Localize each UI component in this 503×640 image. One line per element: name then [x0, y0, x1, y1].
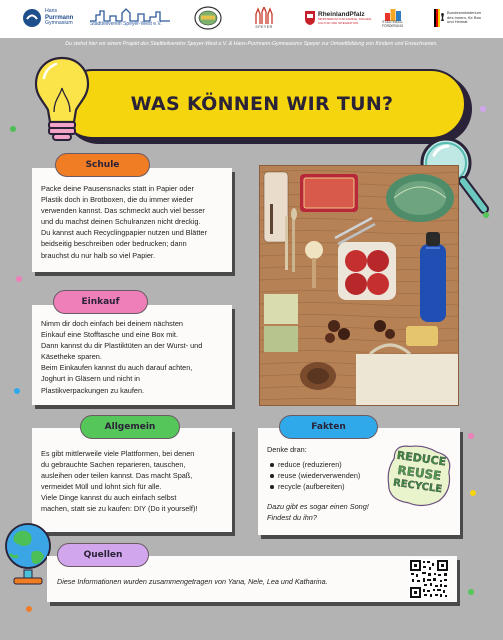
eagle-icon — [434, 9, 444, 27]
quellen-text: Diese Informationen wurden zusammengetragen von Yana, Nele, Lea und Katharina. — [57, 577, 328, 587]
decor-dot — [480, 106, 486, 112]
decor-dot — [483, 212, 489, 218]
allgemein-card — [32, 428, 232, 532]
fakten-song-hint: Dazu gibt es sogar einen Song! Findest du ihn? — [267, 502, 369, 522]
schule-text: Packe deine Pausensnacks statt in Papier oder Plastik doch in Brotboxen, die du immer wieder verwenden kannst. Das schmeckt auch viel besser und du machst deinen Schulranzen nicht dreckig. Du kannst auch Recyclingpapier nutzen und Blätter beidseitig beschreiben oder bedrucken; dann brauchst du nur halb so viel Papier. — [41, 184, 207, 260]
hpg-logo-icon — [22, 8, 42, 28]
rlp-crest-icon — [305, 11, 315, 25]
badge-reuse: REUSE — [396, 463, 443, 484]
lightbulb-icon — [30, 52, 94, 152]
decor-dot — [16, 276, 22, 282]
logo-speyer: SPEYER — [253, 4, 275, 32]
decor-dot — [14, 388, 20, 394]
logo-bundesministerium: Bundesministerium des Innern, für Bau und Heimat — [434, 4, 481, 32]
fakten-item: reduce (reduzieren) — [267, 459, 451, 470]
reduce-reuse-recycle-badge — [380, 437, 459, 514]
logo-rheinland-pfalz: RheinlandPfalz MINISTERIUM FÜR FAMILIE, FRAUEN, KULTUR UND INTEGRATION — [305, 4, 372, 32]
allgemein-heading-label: Allgemein — [104, 422, 156, 432]
quellen-heading-label: Quellen — [83, 550, 123, 560]
einkauf-heading — [53, 290, 148, 314]
seal-icon — [193, 5, 223, 31]
speyer-towers-icon — [253, 7, 275, 25]
decor-dot — [26, 606, 32, 612]
einkauf-card — [32, 305, 232, 405]
schule-card — [32, 168, 232, 272]
decor-dot — [468, 433, 474, 439]
fakten-heading-label: Fakten — [311, 422, 346, 432]
zero-waste-photo — [259, 165, 459, 406]
fakten-heading — [279, 415, 378, 439]
logo-stadtteilverein: Stadtteilverein Speyer-West e.V. — [90, 4, 170, 32]
project-subtitle: Du stehst hier vor einem Projekt des Stadtteilvereins Speyer-West e.V. & Hans-Purrmann-Gymnasiums Speyer zur Umweltbildung von Kindern und Erwachsenen. — [65, 41, 438, 47]
badge-reduce: REDUCE — [395, 448, 447, 469]
decor-dot — [468, 589, 474, 595]
einkauf-heading-label: Einkauf — [81, 297, 120, 307]
page-title: WAS KÖNNEN WIR TUN? — [130, 93, 394, 115]
fakten-item: recycle (aufbereiten) — [267, 481, 451, 492]
logo-speyer-seal — [193, 4, 223, 32]
qr-code-image — [409, 559, 449, 599]
schule-heading — [55, 153, 150, 177]
fakten-card — [258, 428, 460, 535]
fakten-item: reuse (wiederverwenden) — [267, 470, 451, 481]
allgemein-text: Es gibt mittlerweile viele Plattformen, bei denen du gebrauchte Sachen reparieren, tauschen, ausleihen oder teilen kannst. Das macht Spaß, vermeidet Müll und lohnt sich für alle. Viele Dinge kannst du auch einfach selbst machen, statt sie zu kaufen: DIY (Do it yourself)! — [41, 449, 198, 514]
logo-hans-purrmann: Hans Purrmann Gymnasium — [22, 4, 73, 32]
qr-code — [409, 559, 449, 599]
quellen-heading — [57, 543, 149, 567]
decor-dot — [10, 126, 16, 132]
decor-dot — [470, 490, 476, 496]
title-banner — [58, 69, 466, 139]
badge-recycle: RECYCLE — [392, 477, 443, 496]
allgemein-heading — [80, 415, 180, 439]
skyline-icon — [90, 8, 170, 22]
einkauf-text: Nimm dir doch einfach bei deinem nächsten Einkauf eine Stofftasche und eine Box mit. Dann kannst du dir Plastiktüten an der Wurst- und Käsetheke sparen. Beim Einkaufen kannst du auch darauf achten, Joghurt in Gläsern und nicht in Plastikverpackungen zu kaufen. — [41, 319, 203, 395]
zero-waste-items-illustration — [260, 166, 459, 406]
logo-staedtebau: STÄDTEBAU- FÖRDERUNG — [382, 4, 403, 32]
logo-bar — [0, 0, 503, 38]
fakten-intro: Denke dran: — [267, 445, 307, 454]
schule-heading-label: Schule — [85, 160, 120, 170]
staedtebau-icon — [385, 7, 401, 21]
